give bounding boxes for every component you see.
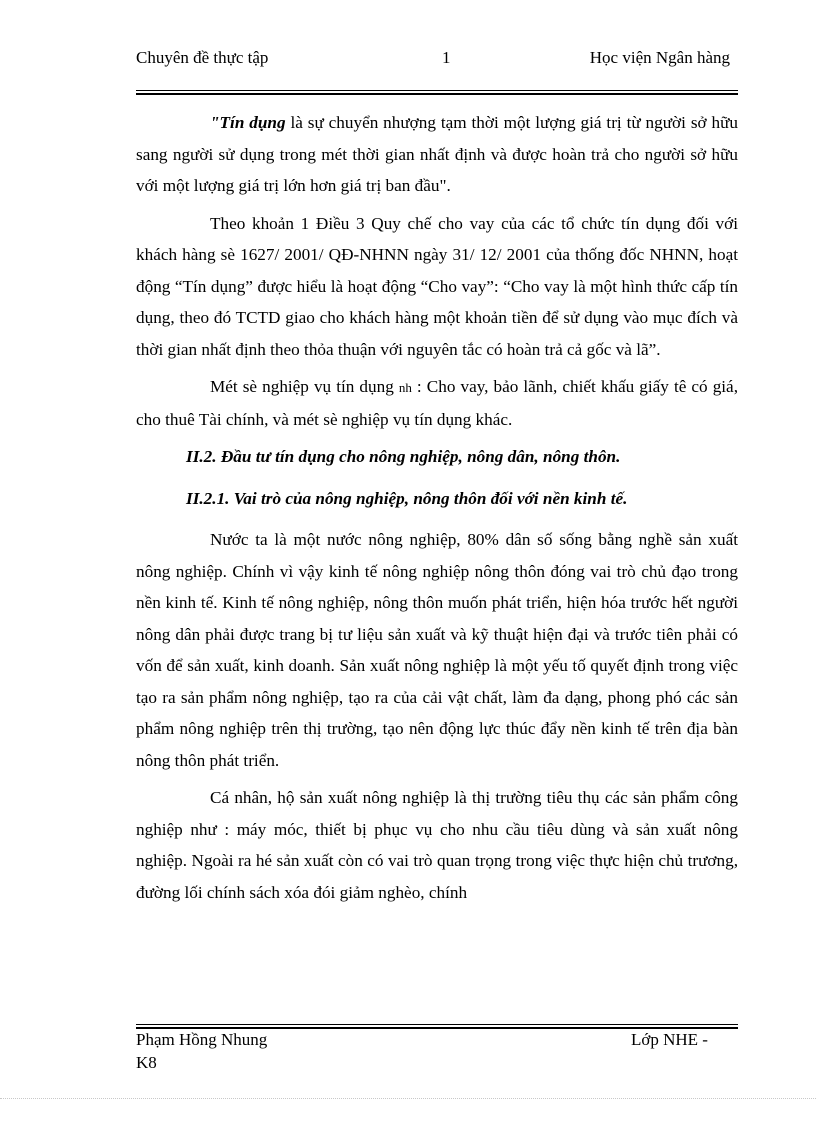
- header-rule: [136, 90, 738, 95]
- paragraph-credit-services: [136, 371, 738, 435]
- services-small-text: nh: [398, 380, 412, 395]
- services-text-after: : Cho vay, bảo lãnh, chiết khấu giấy tê có giá, cho thuê Tài chính, và mét sè nghiệp vụ tín dụng khác.: [136, 377, 738, 429]
- quote-open: ": [210, 113, 220, 132]
- header-title: Chuyên đề thực tập: [136, 48, 269, 67]
- paragraph-regulation: Theo khoản 1 Điều 3 Quy chế cho vay của các tổ chức tín dụng đối với khách hàng sè 1627/ 2001/ QĐ-NHNN ngày 31/ 12/ 2001 của thống đốc NHNN, hoạt động “Tín dụng” được hiểu là hoạt động “Cho vay”: “Cho vay là một hình thức cấp tín dụng, theo đó TCTD giao cho khách hàng một khoản tiền để sử dụng vào mục đích và thời gian nhất định theo thỏa thuận với nguyên tắc có hoàn trả cả gốc và lã”.: [136, 213, 738, 359]
- paragraph-agriculture-role: Nước ta là một nước nông nghiệp, 80% dân số sống bằng nghề sản xuất nông nghiệp. Chính vì vậy kinh tế nông nghiệp nông thôn đóng vai trò chủ đạo trong nền kinh tế. Kinh tế nông nghiệp, nông thôn muốn phát triển, hiện hóa trước hết người nông dân phải được trang bị tư liệu sản xuất và kỹ thuật hiện đại và trước tiên phải có vốn để sản xuất, kinh doanh. Sản xuất nông nghiệp là một yếu tố quyết định trong việc tạo ra sản phẩm nông nghiệp, tạo ra của cải vật chất, làm đa dạng, phong phó các sản phẩm nông nghiệp trên thị trường, tạo nên động lực thúc đẩy nền kinh tế trên địa bàn nông thôn phát triển.: [136, 530, 738, 770]
- term-tin-dung: Tín dụng: [219, 113, 286, 132]
- page-header: [136, 48, 736, 72]
- paragraph-definition: [136, 107, 738, 202]
- paragraph-households: Cá nhân, hộ sản xuất nông nghiệp là thị trường tiêu thụ các sản phẩm công nghiệp như : máy móc, thiết bị phục vụ cho nhu cầu tiêu dùng và sản xuất nông nghiệp. Ngoài ra hé sản xuất còn có vai trò quan trọng trong việc thực hiện chủ trương, đường lối chính sách xóa đói giảm nghèo, chính: [136, 788, 738, 902]
- class-suffix: K8: [136, 1053, 157, 1072]
- section-heading: II.2. Đầu tư tín dụng cho nông nghiệp, nông dân, nông thôn.: [186, 447, 621, 466]
- definition-text: là sự chuyển nhượng tạm thời một lượng giá trị từ người sở hữu sang người sử dụng trong mét thời gian nhất định và được hoàn trả cho người sở hữu với một lượng giá trị lớn hơn giá trị ban đầu".: [136, 113, 738, 195]
- page-number: 1: [442, 48, 451, 67]
- author-name: Phạm Hồng Nhung: [136, 1030, 268, 1049]
- header-institution: Học viện Ngân hàng: [589, 48, 730, 67]
- class-label: Lớp NHE -: [631, 1030, 708, 1049]
- subsection-heading: II.2.1. Vai trò của nông nghiệp, nông thôn đối với nền kinh tế.: [186, 488, 628, 508]
- document-body: [136, 107, 738, 914]
- page-bottom-border: [0, 1098, 816, 1099]
- services-text-before: Mét sè nghiệp vụ tín dụng: [210, 377, 399, 396]
